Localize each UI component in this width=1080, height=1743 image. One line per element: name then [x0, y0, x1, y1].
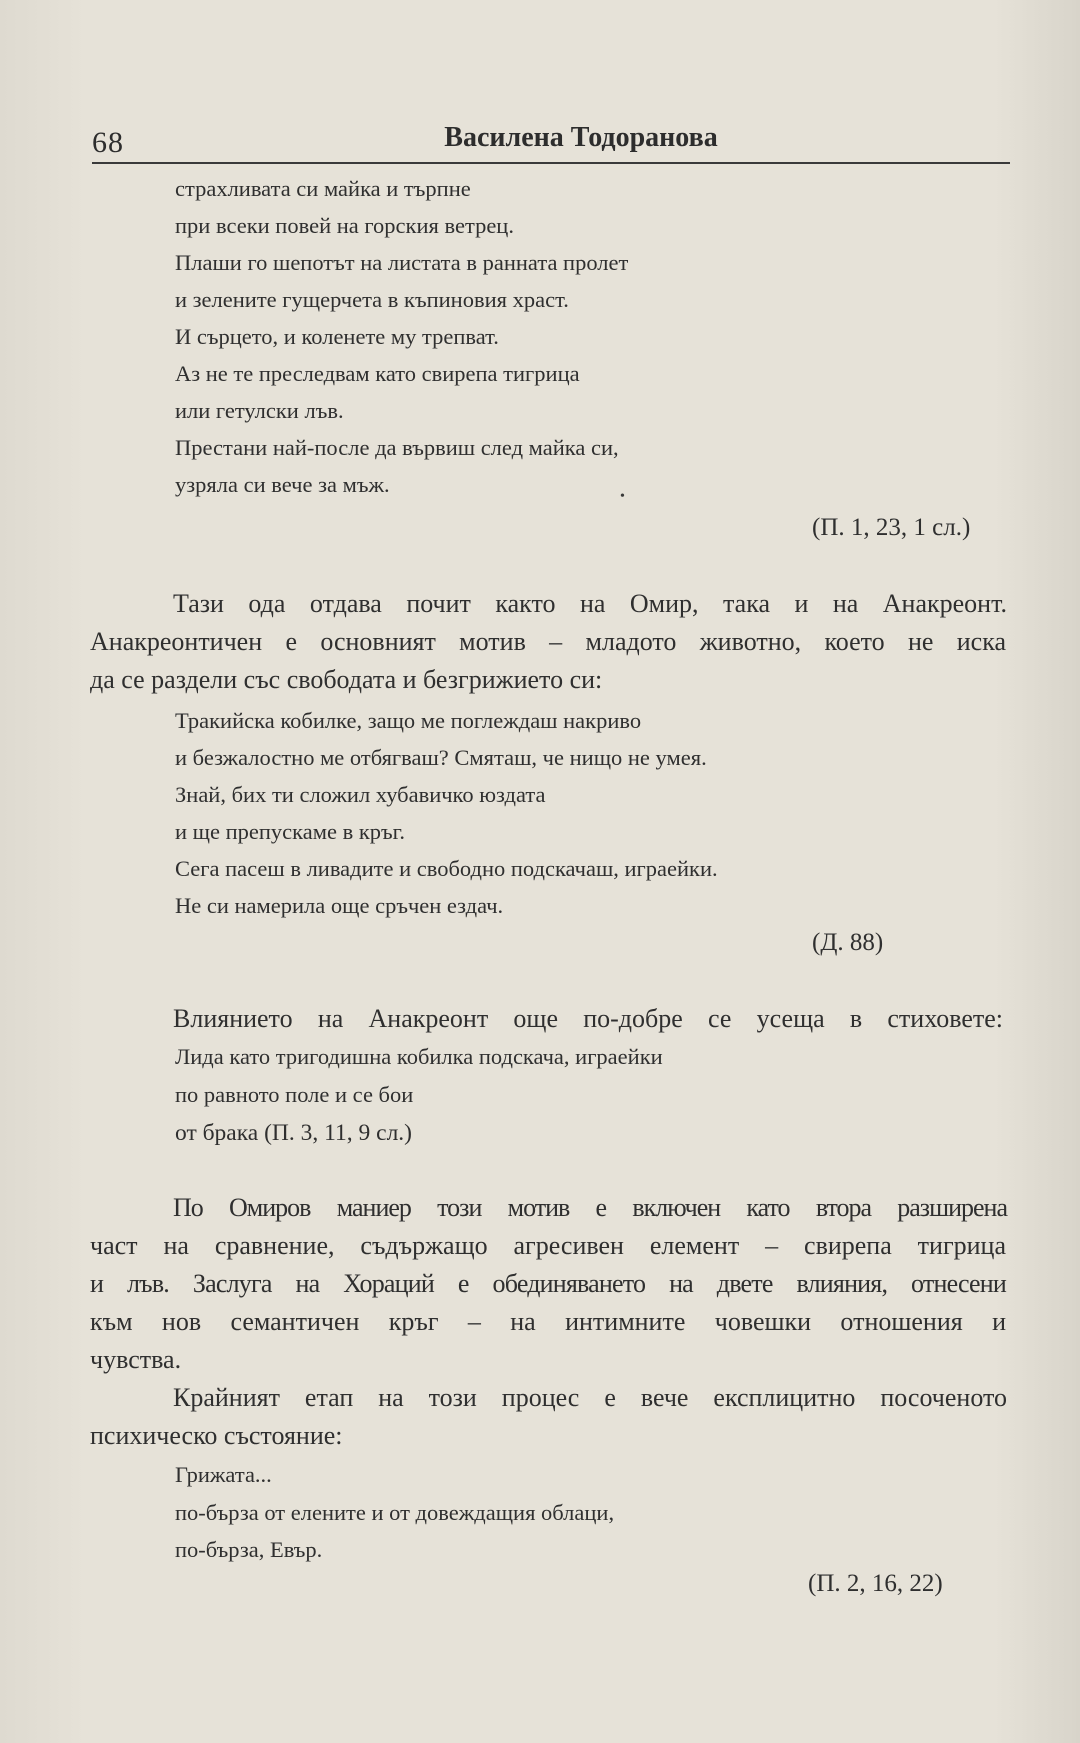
- verse-line: Аз не те преследвам като свирепа тигрица: [175, 361, 580, 386]
- verse-line: по-бърза от елените и от довеждащия облаци,: [175, 1500, 615, 1525]
- paragraph-line: Влиянието на Анакреонт още по-добре се усеща в стиховете:: [173, 1004, 1003, 1033]
- verse-line: страхливата си майка и търпне: [175, 176, 471, 201]
- verse-line: или гетулски лъв.: [175, 398, 344, 423]
- verse-line: Грижата...: [175, 1462, 272, 1487]
- verse-line: и ще препускаме в кръг.: [175, 819, 405, 844]
- verse-line: узряла си вече за мъж.: [175, 472, 390, 497]
- verse-line: Тракийска кобилке, защо ме поглеждаш накриво: [175, 708, 642, 733]
- paragraph-line: и лъв. Заслуга на Хораций е обединяването на двете влияния, отнесени: [90, 1269, 1006, 1298]
- verse-line: от брака (П. 3, 11, 9 сл.): [175, 1120, 412, 1146]
- verse-line: Плаши го шепотът на листата в ранната пролет: [175, 250, 629, 275]
- verse-line: по-бърза, Евър.: [175, 1537, 323, 1562]
- paragraph-line: към нов семантичен кръг – на интимните човешки отношения и: [90, 1307, 1006, 1336]
- citation: (П. 2, 16, 22): [808, 1570, 943, 1597]
- paragraph-line: По Омиров маниер този мотив е включен като втора разширена: [173, 1193, 1007, 1222]
- verse-line: и безжалостно ме отбягваш? Смяташ, че нищо не умея.: [175, 745, 707, 770]
- page-number: 68: [92, 126, 124, 159]
- verse-line: и зелените гущерчета в къпиновия храст.: [175, 287, 569, 312]
- paragraph-line: да се раздели със свободата и безгрижието си:: [90, 665, 603, 694]
- citation: (Д. 88): [812, 929, 884, 956]
- verse-line: Сега пасеш в ливадите и свободно подскачаш, играейки.: [175, 856, 718, 881]
- paragraph-line: Тази ода отдава почит както на Омир, така и на Анакреонт.: [173, 589, 1007, 618]
- verse-line: Лида като тригодишна кобилка подскача, играейки: [175, 1044, 663, 1069]
- paragraph-line: Крайният етап на този процес е вече експлицитно посоченото: [173, 1383, 1007, 1412]
- verse-line: Знай, бих ти сложил хубавичко юздата: [175, 782, 546, 807]
- verse-line: при всеки повей на горския ветрец.: [175, 213, 514, 238]
- print-mark: •: [620, 489, 625, 504]
- verse-line: Престани най-после да вървиш след майка си,: [175, 435, 619, 460]
- verse-line: Не си намерила още сръчен ездач.: [175, 893, 504, 918]
- paragraph-line: психическо състояние:: [90, 1421, 343, 1450]
- paragraph-line: част на сравнение, съдържащо агресивен елемент – свирепа тигрица: [90, 1231, 1006, 1260]
- page-header: [92, 122, 1010, 164]
- running-title: Василена Тодоранова: [444, 122, 718, 153]
- paragraph-line: чувства.: [90, 1345, 182, 1374]
- paragraph-line: Анакреонтичен е основният мотив – младото животно, което не иска: [90, 627, 1006, 656]
- verse-line: по равното поле и се бои: [175, 1082, 414, 1107]
- citation: (П. 1, 23, 1 сл.): [812, 514, 971, 541]
- verse-line: И сърцето, и коленете му трепват.: [175, 324, 499, 349]
